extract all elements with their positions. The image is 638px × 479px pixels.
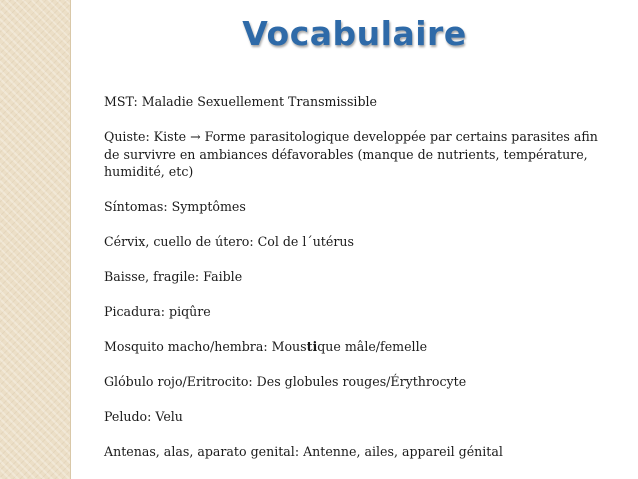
vocab-text: Glóbulo rojo/Eritrocito: Des globules rouges/Érythrocyte [104, 374, 467, 389]
slide-title: Vocabulaire [242, 14, 467, 53]
arrow-right-icon: → [190, 129, 201, 144]
vocab-entry-quiste [104, 128, 604, 181]
vocab-entry-picadura [104, 303, 604, 321]
vocab-entry-cervix [104, 233, 604, 251]
vocab-text-bold: ti [306, 339, 318, 354]
vocab-text: Síntomas: Symptômes [104, 199, 246, 214]
vocab-text: Picadura: piqûre [104, 304, 211, 319]
vocab-entry-mosquito [104, 338, 604, 356]
vocab-entry-baisse [104, 268, 604, 286]
vocab-entry-globulo [104, 373, 604, 391]
vocab-entry-antenas [104, 443, 604, 461]
vocab-text-end: Forme parasitologique developpée par certains parasites afin de survivre en ambiances défavorables (manque de nutrients, température, humidité, etc) [104, 129, 598, 179]
vocab-entry-mst [104, 93, 604, 111]
vocab-text-start: Mosquito macho/hembra: Mous [104, 339, 307, 354]
slide-content [71, 0, 638, 479]
vocab-text-end: que mâle/femelle [317, 339, 428, 354]
vocab-text: Peludo: Velu [104, 409, 183, 424]
vocab-text: Antenas, alas, aparato genital: Antenne, ailes, appareil génital [104, 444, 503, 459]
vocab-text: Cérvix, cuello de útero: Col de l´utérus [104, 234, 354, 249]
vocab-entry-peludo [104, 408, 604, 426]
vocabulary-list [104, 93, 604, 478]
vocab-text-start: Quiste: Kiste [104, 129, 191, 144]
vocab-text: Baisse, fragile: Faible [104, 269, 243, 284]
vocab-text: MST: Maladie Sexuellement Transmissible [104, 94, 377, 109]
vocab-entry-sintomas [104, 198, 604, 216]
decorative-sidebar [0, 0, 71, 479]
